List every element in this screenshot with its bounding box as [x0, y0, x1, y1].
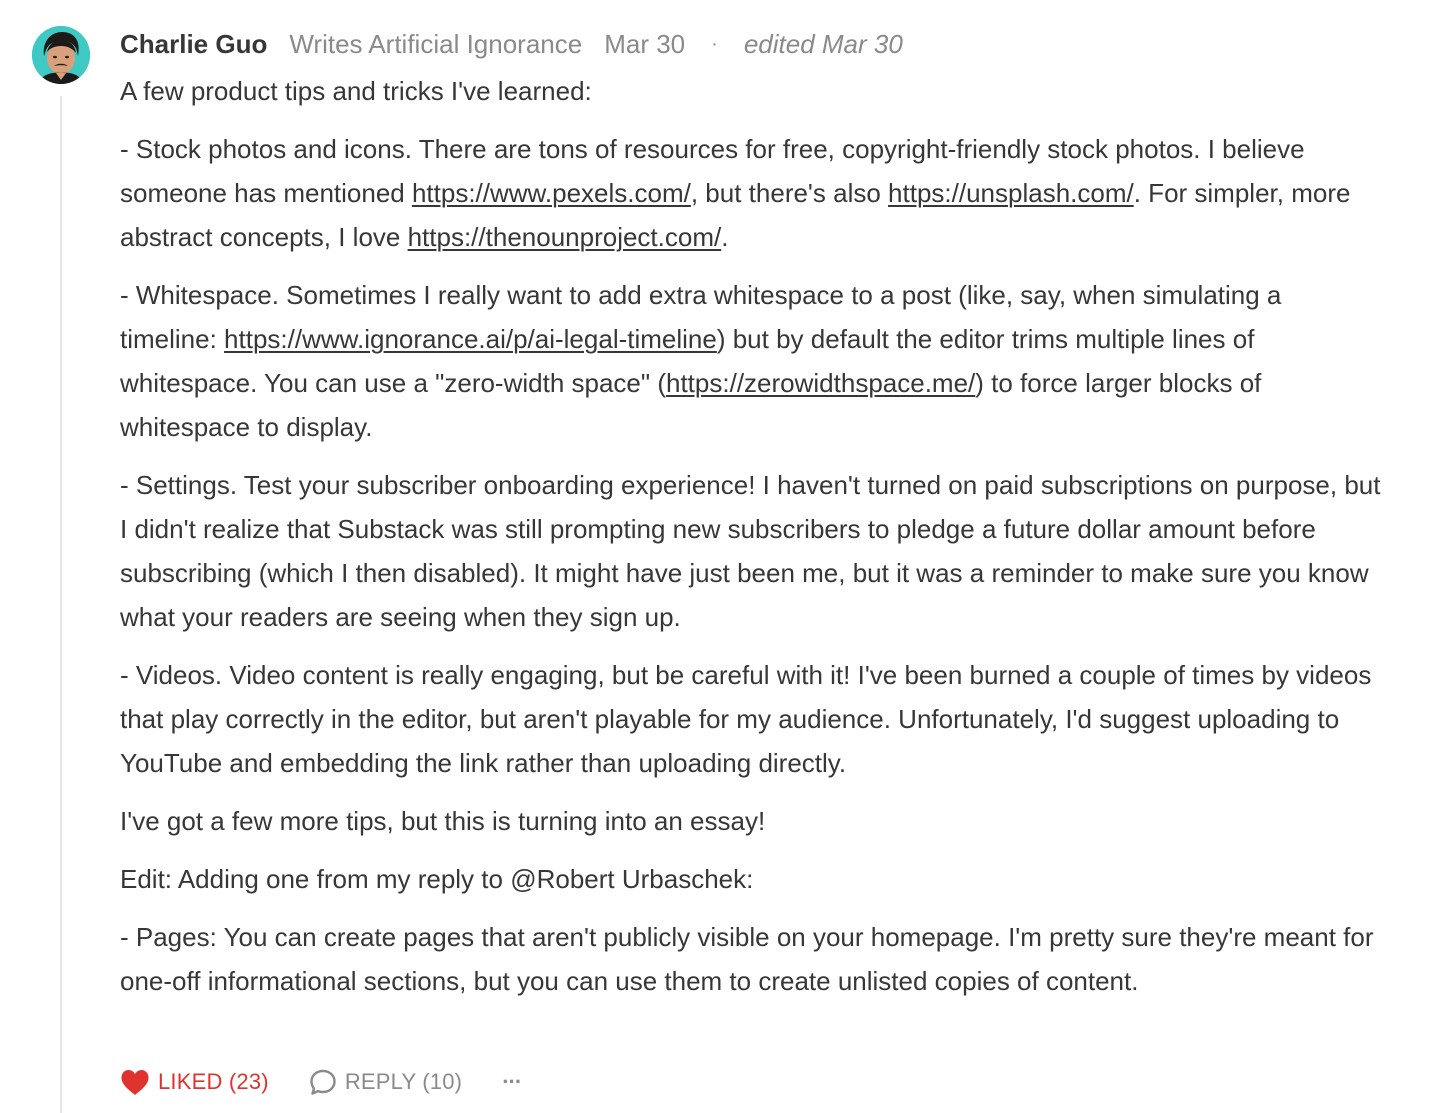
comment-date[interactable]: Mar 30 [604, 28, 686, 59]
whitespace-text-3: ) to force larger blocks of whitespace to display. [120, 368, 1262, 442]
avatar[interactable] [32, 26, 90, 84]
comment-body [120, 69, 1382, 1017]
paragraph-pages: - Pages: You can create pages that aren't publicly visible on your homepage. I'm pretty sure they're meant for one-off informational sections, but you can use them to create unlisted copies of content. [120, 922, 1374, 996]
unsplash-link[interactable]: https://unsplash.com/ [888, 178, 1134, 208]
paragraph-stock [120, 127, 1382, 259]
heart-icon [120, 1069, 150, 1096]
like-button[interactable] [120, 1069, 269, 1096]
stock-text-1: - Stock photos and icons. There are tons of resources for free, copyright-friendly stock photos. I believe someone has mentioned [120, 134, 1305, 208]
author-name[interactable]: Charlie Guo [120, 28, 268, 59]
zerowidthspace-link[interactable]: https://zerowidthspace.me/ [666, 368, 976, 398]
stock-text-3: . For simpler, more abstract concepts, I love [120, 178, 1351, 252]
paragraph-intro: A few product tips and tricks I've learned: [120, 76, 592, 106]
ellipsis-icon: ··· [502, 1069, 522, 1094]
thread-line[interactable] [60, 96, 62, 1113]
meta-separator: · [711, 32, 718, 55]
paragraph-settings: - Settings. Test your subscriber onboarding experience! I haven't turned on paid subscriptions on purpose, but I didn't realize that Substack was still prompting new subscribers to pledge a future dollar amount before subscribing (which I then disabled). It might have just been me, but it was a reminder to make sure you know what your readers are seeing when they sign up. [120, 470, 1381, 632]
edited-label: edited Mar 30 [743, 28, 903, 59]
avatar-photo [32, 26, 90, 84]
paragraph-videos: - Videos. Video content is really engaging, but be careful with it! I've been burned a couple of times by videos that play correctly in the editor, but aren't playable for my audience. Unfortunately, I'd suggest uploading to YouTube and embedding the link rather than uploading directly. [120, 660, 1372, 778]
stock-text-4: . [721, 222, 729, 252]
more-button[interactable] [502, 1069, 521, 1095]
paragraph-more-tips: I've got a few more tips, but this is turning into an essay! [120, 806, 766, 836]
comment-actions [120, 1062, 521, 1102]
pexels-link[interactable]: https://www.pexels.com/ [411, 178, 691, 208]
paragraph-edit: Edit: Adding one from my reply to @Robert Urbaschek: [120, 864, 754, 894]
legal-timeline-link[interactable]: https://www.ignorance.ai/p/ai-legal-timeline [224, 324, 717, 354]
comment-header [120, 24, 903, 64]
nounproject-link[interactable]: https://thenounproject.com/ [407, 222, 722, 252]
whitespace-text-2: ) but by default the editor trims multiple lines of whitespace. You can use a "zero-width space" ( [120, 324, 1255, 398]
paragraph-whitespace [120, 273, 1382, 449]
like-label: LIKED (23) [158, 1069, 269, 1094]
reply-button[interactable] [309, 1068, 462, 1096]
speech-bubble-icon [309, 1068, 337, 1096]
reply-label: REPLY (10) [344, 1069, 463, 1094]
stock-text-2: , but there's also [690, 178, 889, 208]
whitespace-text-1: - Whitespace. Sometimes I really want to add extra whitespace to a post (like, say, when simulating a timeline: [120, 280, 1282, 354]
publication-link[interactable]: Writes Artificial Ignorance [289, 28, 583, 59]
